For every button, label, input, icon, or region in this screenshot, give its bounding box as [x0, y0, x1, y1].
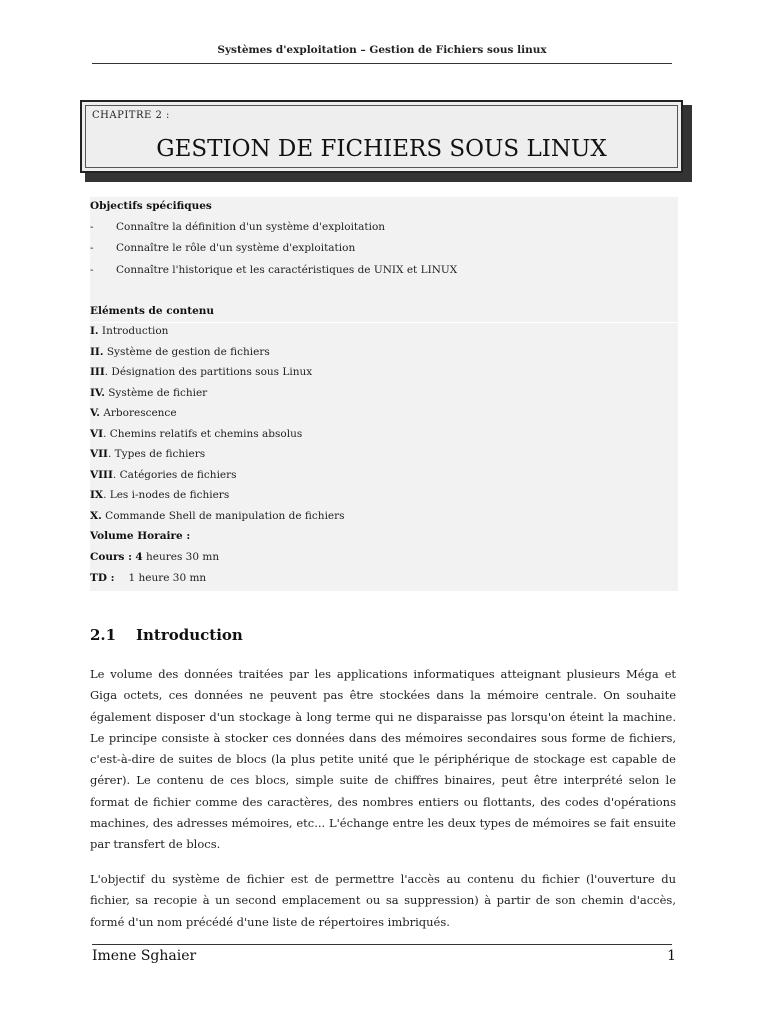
section-number: 2.1	[90, 626, 117, 644]
contents-item: I. Introduction	[90, 325, 169, 337]
section-heading	[90, 626, 243, 644]
contents-item: VI. Chemins relatifs et chemins absolus	[90, 428, 303, 440]
contents-item: IV. Système de fichier	[90, 387, 208, 399]
objective-item: - Connaître la définition d'un système d'exploitation	[90, 221, 386, 233]
footer-rule	[92, 944, 672, 945]
chapter-label: CHAPITRE 2 :	[92, 110, 170, 121]
body-paragraph: Le volume des données traitées par les applications informatiques atteignant plusieurs Méga et Giga octets, ces données ne peuvent pas être stockées dans la mémoire centrale. On souhaite également disposer d'un stockage à long terme qui ne disparaisse pas lorsqu'on éteint la machine. Le principe consiste à stocker ces données dans des mémoires secondaires sous forme de fichiers, c'est-à-dire de suites de blocs (la plus petite unité que le périphérique de stockage est capable de gérer). Le contenu de ces blocs, simple suite de chiffres binaires, peut être interprété selon le format de fichier comme des caractères, des nombres entiers ou flottants, des codes d'opérations machines, des adresses mémoires, etc... L'échange entre les deux types de mémoires se fait ensuite par transfert de blocs.	[90, 667, 676, 852]
chapter-box	[80, 100, 683, 173]
volume-cours: Cours : 4 heures 30 mn	[90, 551, 220, 563]
running-header: Systèmes d'exploitation – Gestion de Fichiers sous linux	[217, 44, 547, 56]
footer-author: Imene Sghaier	[92, 948, 197, 964]
contents-heading: Eléments de contenu	[90, 305, 215, 317]
contents-item: IX. Les i-nodes de fichiers	[90, 489, 230, 501]
header-rule	[92, 63, 672, 64]
contents-item: V. Arborescence	[90, 407, 177, 419]
page-number: 1	[667, 948, 676, 964]
contents-item: X. Commande Shell de manipulation de fichiers	[90, 510, 345, 522]
objective-item: - Connaître l'historique et les caractéristiques de UNIX et LINUX	[90, 264, 458, 276]
contents-item: III. Désignation des partitions sous Linux	[90, 366, 313, 378]
volume-td: TD : 1 heure 30 mn	[90, 572, 207, 584]
contents-item: VIII. Catégories de fichiers	[90, 469, 237, 481]
body-paragraph: L'objectif du système de fichier est de permettre l'accès au contenu du fichier (l'ouverture du fichier, sa recopie à un second emplacement ou sa suppression) à partir de son chemin d'accès, formé d'un nom précédé d'une liste de répertoires imbriqués.	[90, 872, 676, 929]
contents-item: II. Système de gestion de fichiers	[90, 346, 270, 358]
contents-item: VII. Types de fichiers	[90, 448, 206, 460]
objective-item: - Connaître le rôle d'un système d'exploitation	[90, 242, 356, 254]
chapter-title: GESTION DE FICHIERS SOUS LINUX	[156, 136, 607, 162]
volume-heading: Volume Horaire :	[90, 530, 191, 542]
objectives-heading: Objectifs spécifiques	[90, 200, 212, 212]
section-title: Introduction	[136, 626, 243, 644]
